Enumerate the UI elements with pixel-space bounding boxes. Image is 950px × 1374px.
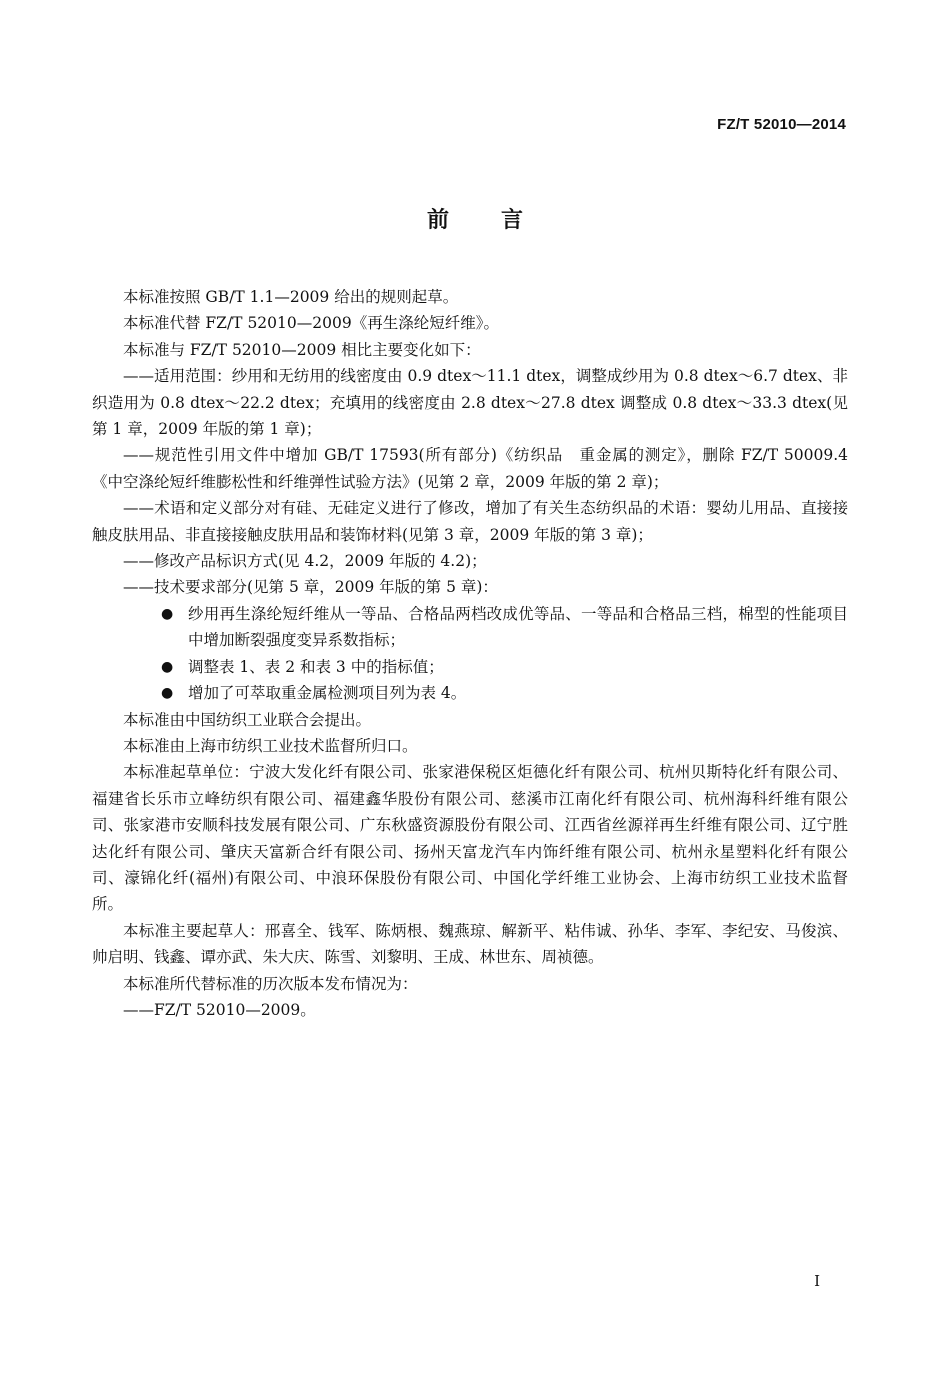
paragraph-drafting-rules: 本标准按照 GB/T 1.1—2009 给出的规则起草。: [123, 288, 459, 306]
bullet-icon: ●: [161, 605, 174, 622]
page-title: 前言: [426, 208, 575, 233]
bullet-icon: ●: [161, 685, 174, 702]
bullet-text: 调整表 1、表 2 和表 3 中的指标值；: [188, 657, 444, 676]
technical-requirements-list: [92, 601, 848, 707]
change-terms-definitions: ——术语和定义部分对有硅、无硅定义进行了修改，增加了有关生态纺织品的术语：婴幼儿用品、直接接触皮肤用品、非直接接触皮肤用品和装饰材料(见第 3 章，2009 年版的第 3 章)；: [92, 499, 848, 544]
paragraph-drafting-units: 本标准起草单位：宁波大发化纤有限公司、张家港保税区炬德化纤有限公司、杭州贝斯特化纤有限公司、福建省长乐市立峰纺织有限公司、福建鑫华股份有限公司、慈溪市江南化纤有限公司、杭州海科纤维有限公司、张家港市安顺科技发展有限公司、广东秋盛资源股份有限公司、江西省丝源祥再生纤维有限公司、辽宁胜达化纤有限公司、肇庆天富新合纤有限公司、扬州天富龙汽车内饰纤维有限公司、杭州永星塑料化纤有限公司、濠锦化纤(福州)有限公司、中浪环保股份有限公司、中国化学纤维工业协会、上海市纺织工业技术监督所。: [92, 763, 848, 914]
standard-code: FZ/T 52010—2014: [717, 116, 846, 133]
change-normative-references: ——规范性引用文件中增加 GB/T 17593(所有部分)《纺织品 重金属的测定》，删除 FZ/T 50009.4《中空涤纶短纤维膨松性和纤维弹性试验方法》(见第 2 章，2009 年版的第 2 章)；: [92, 446, 848, 491]
paragraph-proposed-by: 本标准由中国纺织工业联合会提出。: [123, 710, 372, 729]
paragraph-under-jurisdiction: 本标准由上海市纺织工业技术监督所归口。: [123, 736, 418, 755]
paragraph-replaces: 本标准代替 FZ/T 52010—2009《再生涤纶短纤维》。: [123, 314, 499, 333]
paragraph-main-changes: 本标准与 FZ/T 52010—2009 相比主要变化如下：: [123, 340, 481, 359]
bullet-text: 增加了可萃取重金属检测项目列为表 4。: [188, 684, 467, 703]
paragraph-main-drafters: 本标准主要起草人：邢喜全、钱军、陈炳根、魏燕琼、解新平、粘伟诚、孙华、李军、李纪安、马俊滨、帅启明、钱鑫、谭亦武、朱大庆、陈雪、刘黎明、王成、林世东、周祯德。: [92, 921, 848, 967]
bullet-icon: ●: [161, 658, 174, 675]
bullet-text: 纱用再生涤纶短纤维从一等品、合格品两档改成优等品、一等品和合格品三档，棉型的性能项目中增加断裂强度变异系数指标；: [188, 604, 848, 650]
page-number: I: [814, 1272, 820, 1290]
paragraph-version-history: 本标准所代替标准的历次版本发布情况为：: [123, 974, 418, 993]
list-item: [92, 680, 848, 706]
change-product-marking: ——修改产品标识方式(见 4.2，2009 年版的 4.2)；: [123, 552, 487, 571]
paragraph-previous-version: ——FZ/T 52010—2009。: [123, 1000, 316, 1019]
change-technical-requirements: ——技术要求部分(见第 5 章，2009 年版的第 5 章)：: [123, 578, 498, 597]
change-scope: ——适用范围：纱用和无纺用的线密度由 0.9 dtex～11.1 dtex，调整成纱用为 0.8 dtex～6.7 dtex、非织造用为 0.8 dtex～22.2 dtex；充填用的线密度由 2.8 dtex～27.8 dtex 调整成 0.8 dtex～33.3 dtex(见第 1 章，2009 年版的第 1 章)；: [92, 367, 848, 439]
foreword-body: [92, 284, 848, 1023]
list-item: [92, 601, 848, 654]
list-item: [92, 654, 848, 680]
